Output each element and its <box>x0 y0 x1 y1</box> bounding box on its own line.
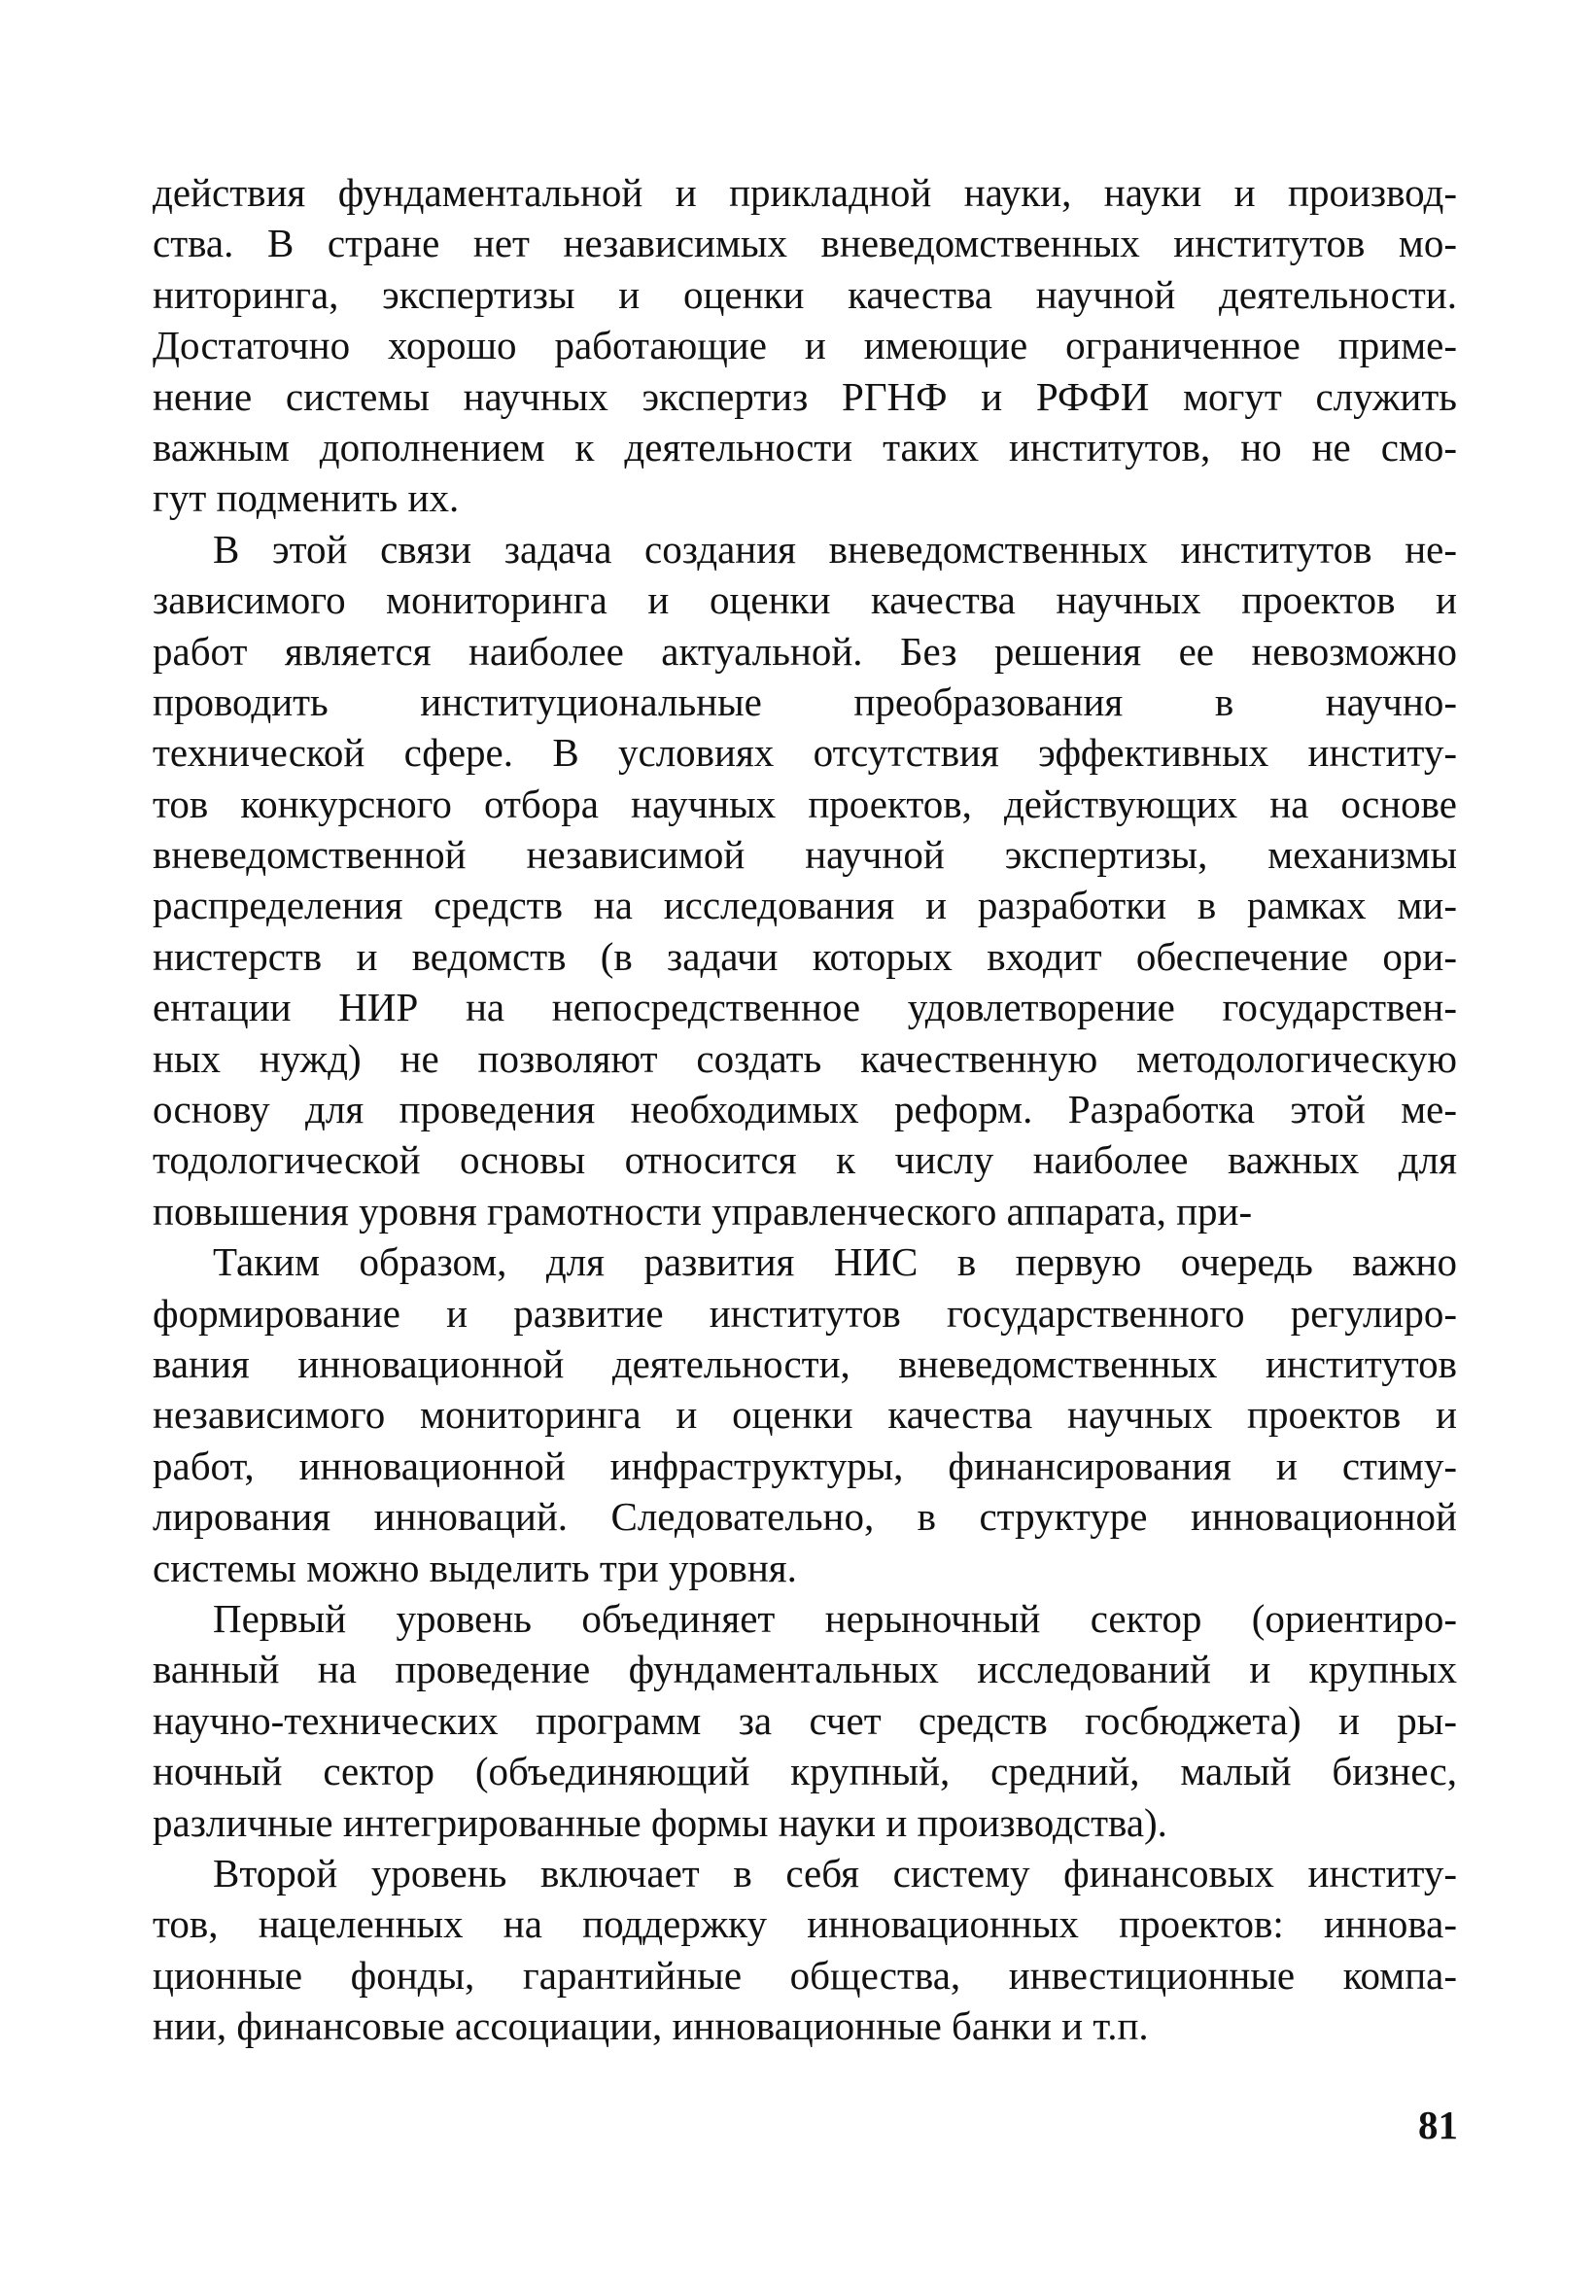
text-line: распределения средств на исследования и разработки в рамках ми- <box>153 883 1457 928</box>
text-line: вания инновационной деятельности, вневедомственных институтов <box>153 1340 1457 1386</box>
text-line: основу для проведения необходимых реформ. Разработка этой ме- <box>153 1087 1457 1132</box>
text-line: ных нужд) не позволяют создать качественную методологическую <box>153 1035 1457 1081</box>
text-line: Таким образом, для развития НИС в первую очередь важно <box>213 1239 1457 1285</box>
text-line: проводить институциональные преобразования в научно- <box>153 678 1457 724</box>
page-body <box>153 167 1457 2051</box>
text-line: тов, нацеленных на поддержку инновационных проектов: иннова- <box>153 1901 1457 1947</box>
text-line: ентации НИР на непосредственное удовлетворение государствен- <box>153 985 1457 1030</box>
paragraph-3 <box>153 1236 1457 1593</box>
text-line: нистерств и ведомств (в задачи которых входит обеспечение ори- <box>153 933 1457 979</box>
text-line: важным дополнением к деятельности таких институтов, но не смо- <box>153 424 1457 470</box>
text-line: нение системы научных экспертиз РГНФ и РФФИ могут служить <box>153 373 1457 419</box>
text-line: ства. В стране нет независимых вневедомственных институтов мо- <box>153 221 1457 266</box>
text-line: Первый уровень объединяет нерыночный сектор (ориентиро- <box>213 1595 1457 1641</box>
text-line: работ является наиболее актуальной. Без решения ее невозможно <box>153 628 1457 674</box>
text-line: различные интегрированные формы науки и производства). <box>153 1799 1167 1845</box>
text-line: формирование и развитие институтов государственного регулиро- <box>153 1290 1457 1336</box>
text-line: Достаточно хорошо работающие и имеющие ограниченное приме- <box>153 323 1457 368</box>
text-line: гут подменить их. <box>153 475 460 521</box>
text-line: ционные фонды, гарантийные общества, инвестиционные компа- <box>153 1952 1457 1998</box>
text-line: научно-технических программ за счет средств госбюджета) и ры- <box>153 1697 1457 1743</box>
text-line: ванный на проведение фундаментальных исследований и крупных <box>153 1647 1457 1692</box>
paragraph-2 <box>153 524 1457 1236</box>
text-line: ночный сектор (объединяющий крупный, средний, малый бизнес, <box>153 1749 1457 1794</box>
paragraph-4 <box>153 1593 1457 1848</box>
text-line: вневедомственной независимой научной экспертизы, механизмы <box>153 832 1457 878</box>
text-line: нии, финансовые ассоциации, инновационные банки и т.п. <box>153 2003 1149 2049</box>
text-line: ниторинга, экспертизы и оценки качества научной деятельности. <box>153 271 1457 317</box>
text-line: системы можно выделить три уровня. <box>153 1545 797 1590</box>
page-number: 81 <box>1418 2103 1458 2147</box>
text-line: технической сфере. В условиях отсутствия эффективных институ- <box>153 730 1457 776</box>
text-line: тодологической основы относится к числу наиболее важных для <box>153 1137 1457 1183</box>
paragraph-1 <box>153 167 1457 524</box>
text-line: В этой связи задача создания вневедомственных институтов не- <box>213 526 1457 572</box>
text-line: зависимого мониторинга и оценки качества научных проектов и <box>153 577 1457 623</box>
text-line: повышения уровня грамотности управленческого аппарата, при- <box>153 1188 1253 1234</box>
text-line: независимого мониторинга и оценки качества научных проектов и <box>153 1392 1457 1438</box>
text-line: лирования инноваций. Следовательно, в структуре инновационной <box>153 1494 1457 1540</box>
paragraph-5 <box>153 1848 1457 2052</box>
text-line: работ, инновационной инфраструктуры, финансирования и стиму- <box>153 1443 1457 1488</box>
text-line: тов конкурсного отбора научных проектов, действующих на основе <box>153 781 1457 826</box>
text-line: действия фундаментальной и прикладной науки, науки и производ- <box>153 170 1457 215</box>
text-line: Второй уровень включает в себя систему финансовых институ- <box>213 1850 1457 1896</box>
